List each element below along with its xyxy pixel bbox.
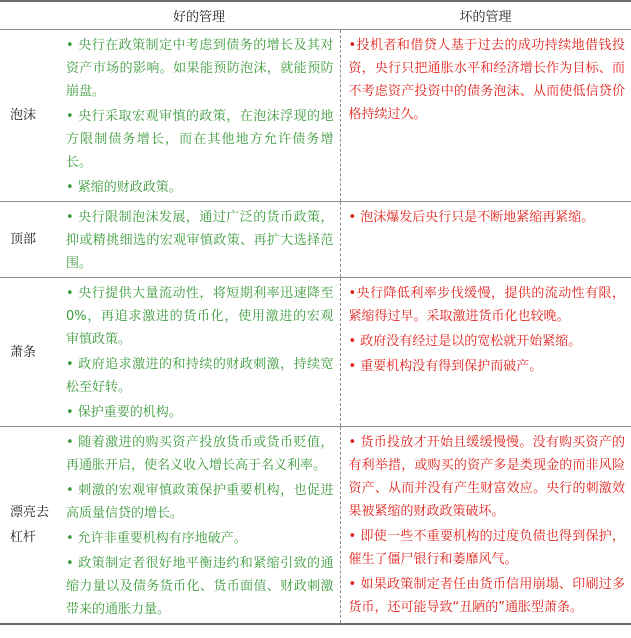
good-item: • 央行采取宏观审慎的政策，在泡沫浮现的地方限制债务增长，而在其他地方允许债务增长。 [66, 109, 334, 170]
good-item: • 政策制定者很好地平衡违约和紧缩引致的通缩力量以及债务货币化、货币面值、财政刺激带来的通胀力量。 [66, 556, 334, 617]
header-stage [0, 1, 58, 30]
bad-management-cell [340, 278, 631, 427]
table-row [0, 427, 631, 625]
bad-item: •央行降低利率步伐缓慢，提供的流动性有限，紧缩得过早。采取激进货币化也较晚。 [348, 286, 625, 324]
bad-item: • 泡沫爆发后央行只是不断地紧缩再紧缩。 [348, 210, 595, 225]
good-item: • 央行限制泡沫发展，通过广泛的货币政策，抑或精挑细选的宏观审慎政策、再扩大选择范围。 [66, 210, 334, 271]
good-management-cell [58, 278, 340, 427]
header-row [0, 1, 631, 30]
bad-item: • 货币投放才开始且缓缓慢慢。没有购买资产的有利举措，或购买的资产多是类现金的而非风险资产、从而并没有产生财富效应。央行的刺激效果被紧缩的财政政策破坏。 [348, 435, 625, 519]
good-item: • 政府追求激进的和持续的财政刺激，持续宽松至好转。 [66, 357, 334, 395]
bad-item: • 如果政策制定者任由货币信用崩塌、印刷过多货币，还可能导致“丑陋的”通胀型萧条。 [348, 577, 625, 615]
stage-label: 萧条 [0, 278, 58, 427]
bad-item: • 即使一些不重要机构的过度负债也得到保护，催生了僵尸银行和萎靡风气。 [348, 529, 625, 567]
bad-management-cell [340, 30, 631, 202]
good-item: • 保护重要的机构。 [66, 405, 182, 420]
bad-item: • 重要机构没有得到保护而破产。 [348, 359, 543, 374]
good-management-cell [58, 30, 340, 202]
table-row [0, 202, 631, 278]
good-item: • 允许非重要机构有序地破产。 [66, 531, 247, 546]
bad-management-cell [340, 202, 631, 278]
stage-label: 泡沫 [0, 30, 58, 202]
stage-label: 漂亮去杠杆 [0, 427, 58, 625]
good-item: • 刺激的宏观审慎政策保护重要机构，也促进高质量信贷的增长。 [66, 483, 334, 521]
stage-label: 顶部 [0, 202, 58, 278]
bad-management-cell [340, 427, 631, 625]
good-item: • 央行提供大量流动性，将短期利率迅速降至 0%，再追求激进的货币化，使用激进的宏观审慎政策。 [66, 286, 334, 347]
good-management-cell [58, 202, 340, 278]
table-row [0, 278, 631, 427]
bad-item: •投机者和借贷人基于过去的成功持续地借钱投资，央行只把通胀水平和经济增长作为目标、而不考虑资产投资中的债务泡沫、从而使低信贷价格持续过久。 [348, 38, 625, 122]
good-item: • 随着激进的购买资产投放货币或货币贬值，再通胀开启，使名义收入增长高于名义利率。 [66, 435, 334, 473]
good-item: • 紧缩的财政政策。 [66, 180, 182, 195]
table-row [0, 30, 631, 202]
bad-item: • 政府没有经过是以的宽松就开始紧缩。 [348, 334, 582, 349]
good-item: • 央行在政策制定中考虑到债务的增长及其对资产市场的影响。如果能预防泡沫，就能预防崩盘。 [66, 38, 334, 99]
good-management-cell [58, 427, 340, 625]
header-good-management: 好的管理 [58, 1, 340, 30]
header-bad-management: 坏的管理 [340, 1, 631, 30]
